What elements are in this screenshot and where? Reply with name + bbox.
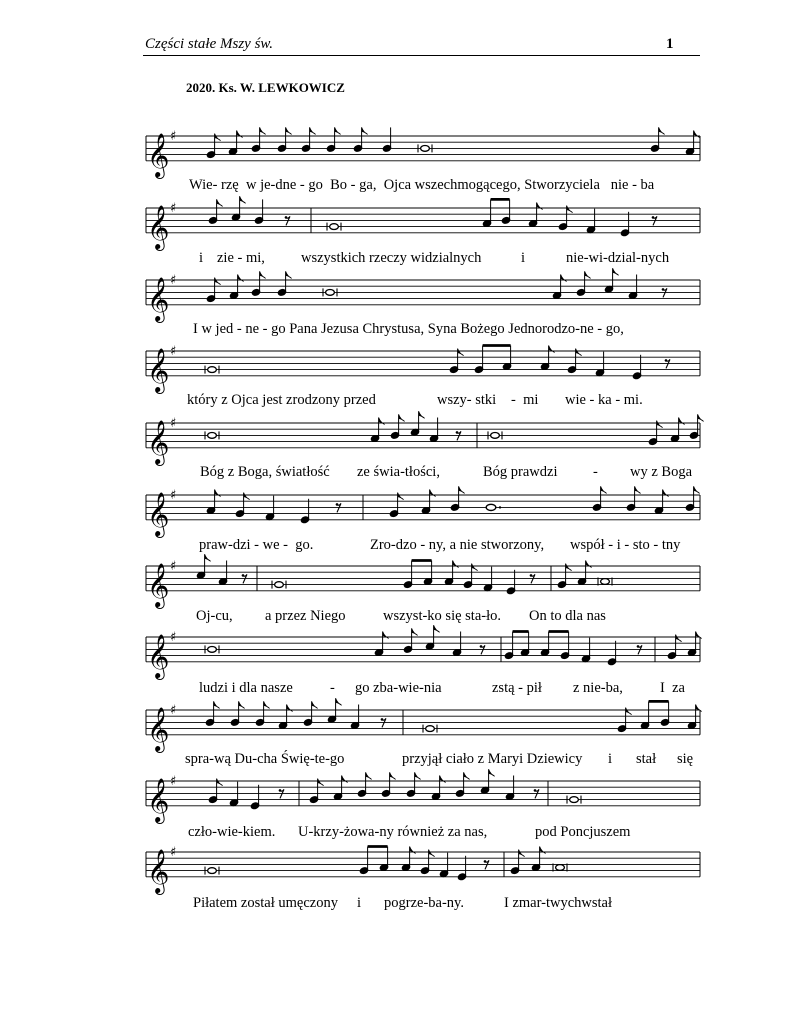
note-flag: [238, 275, 244, 282]
sharp-key-signature: ♯: [170, 845, 177, 860]
treble-clef-icon: 𝄞: [147, 491, 170, 536]
lyric-line: ludzi i dla nasze: [199, 680, 293, 696]
note-flag: [412, 628, 418, 635]
treble-clef-icon: 𝄞: [147, 706, 170, 751]
lyric-line: I w jed - ne - go Pana Jezusa Chrystusa, Syna Bożego Jednorodzo-ne - go,: [193, 321, 624, 337]
treble-clef-icon: 𝄞: [147, 848, 170, 893]
lyric-line: który z Ojca jest zrodzony przed: [187, 392, 376, 408]
note-flag: [601, 486, 607, 493]
eighth-rest: [285, 216, 288, 219]
sharp-key-signature: ♯: [170, 630, 177, 645]
lyric-line: wszystkich rzeczy widzialnych: [301, 250, 482, 266]
note-flag: [205, 554, 211, 561]
lyric-line: Wie- rzę w je-dne - go Bo - ga, Ojca wszechmogącego, Stworzyciela nie - ba: [189, 177, 655, 193]
note-flag: [366, 772, 372, 779]
breve-note: [601, 579, 610, 585]
eighth-rest: [637, 645, 640, 648]
note-flag: [429, 850, 435, 857]
note-flag: [379, 418, 385, 425]
note-flag: [286, 271, 292, 278]
note-flag: [566, 564, 572, 571]
treble-clef-icon: 𝄞: [147, 276, 170, 321]
eighth-rest: [279, 789, 282, 792]
note-flag: [519, 850, 525, 857]
breve-note: [208, 367, 217, 373]
lyric-line: stał: [636, 751, 657, 767]
note-flag: [698, 414, 704, 421]
eighth-rest: [456, 431, 459, 434]
lyric-line: przyjął ciało z Maryi Dziewicy: [402, 751, 583, 767]
lyric-line: i: [521, 250, 526, 266]
lyric-line: ze świa-tłości,: [357, 464, 440, 480]
eighth-rest: [534, 789, 537, 792]
note-flag: [336, 698, 342, 705]
note-flag: [459, 486, 465, 493]
eighth-rest: [242, 574, 245, 577]
breve-note: [491, 433, 500, 439]
lyric-line: zstą - pił: [492, 680, 542, 696]
lyric-line: Piłatem został umęczony: [193, 895, 338, 911]
sharp-key-signature: ♯: [170, 344, 177, 359]
lyric-line: - mi: [511, 392, 539, 408]
note-flag: [286, 127, 292, 134]
lyric-line: On to dla nas: [529, 608, 606, 624]
lyric-line: Oj-cu,: [196, 608, 233, 624]
lyric-line: czło-wie-kiem.: [188, 824, 276, 840]
note-flag: [398, 493, 404, 500]
piece-heading: 2020. Ks. W. LEWKOWICZ: [186, 80, 345, 95]
lyric-line: Bóg z Boga, światłość: [200, 464, 330, 480]
note-flag: [663, 490, 669, 497]
note-flag: [549, 346, 555, 353]
running-header-title: Części stałe Mszy św.: [145, 36, 274, 52]
breve-note: [330, 224, 339, 230]
note-flag: [576, 349, 582, 356]
note-flag: [240, 196, 246, 203]
lyric-line: i: [608, 751, 613, 767]
note-flag: [260, 271, 266, 278]
lyric-line: się: [677, 751, 694, 767]
sharp-key-signature: ♯: [170, 488, 177, 503]
breve-note: [421, 146, 430, 152]
note-flag: [215, 278, 221, 285]
lyric-line: Bóg prawdzi: [483, 464, 558, 480]
lyric-line: Zro-dzo - ny, a nie stworzony,: [370, 537, 545, 553]
eighth-rest: [665, 359, 668, 362]
note-flag: [312, 701, 318, 708]
lyric-line: wszyst-ko się sta-ło.: [383, 608, 501, 624]
lyric-line: wie - ka - mi.: [565, 392, 643, 408]
lyric-line: -: [593, 464, 598, 480]
eighth-rest: [652, 216, 655, 219]
note-flag: [489, 769, 495, 776]
eighth-rest: [381, 718, 384, 721]
whole-note: [486, 504, 496, 510]
lyric-line: wy z Boga: [630, 464, 693, 480]
note-flag: [585, 271, 591, 278]
page-number: 1: [666, 36, 674, 52]
note-flag: [567, 206, 573, 213]
note-flag: [679, 418, 685, 425]
lyric-line: a przez Niego: [265, 608, 346, 624]
sharp-key-signature: ♯: [170, 201, 177, 216]
breve-note: [426, 726, 435, 732]
sharp-key-signature: ♯: [170, 774, 177, 789]
breve-note: [208, 868, 217, 874]
note-flag: [626, 708, 632, 715]
lyric-line: i: [199, 250, 204, 266]
note-flag: [419, 411, 425, 418]
note-flag: [613, 268, 619, 275]
breve-note: [570, 797, 579, 803]
sharp-key-signature: ♯: [170, 129, 177, 144]
lyric-line: praw-dzi - we - go.: [199, 537, 314, 553]
note-flag: [215, 490, 221, 497]
breve-note: [556, 865, 565, 871]
lyric-line: I za: [660, 680, 685, 696]
note-flag: [464, 772, 470, 779]
note-flag: [458, 349, 464, 356]
treble-clef-icon: 𝄞: [147, 633, 170, 678]
note-flag: [676, 635, 682, 642]
note-flag: [659, 127, 665, 134]
note-flag: [657, 421, 663, 428]
treble-clef-icon: 𝄞: [147, 204, 170, 249]
sharp-key-signature: ♯: [170, 273, 177, 288]
breve-note: [208, 647, 217, 653]
note-flag: [260, 127, 266, 134]
treble-clef-icon: 𝄞: [147, 347, 170, 392]
lyric-line: U-krzy-żowa-ny również za nas,: [298, 824, 488, 840]
note-flag: [244, 493, 250, 500]
lyric-line: -: [330, 680, 335, 696]
sharp-key-signature: ♯: [170, 703, 177, 718]
note-flag: [694, 486, 700, 493]
note-flag: [239, 701, 245, 708]
lyric-line: spra-wą Du-cha Świę-te-go: [185, 751, 345, 767]
lyric-line: współ - i - sto - tny: [570, 537, 681, 553]
sharp-key-signature: ♯: [170, 416, 177, 431]
eighth-rest: [484, 860, 487, 863]
lyric-line: z nie-ba,: [573, 680, 623, 696]
note-flag: [390, 772, 396, 779]
lyric-line: pogrze-ba-ny.: [384, 895, 464, 911]
breve-note: [326, 290, 335, 296]
note-flag: [335, 127, 341, 134]
note-flag: [215, 134, 221, 141]
note-flag: [415, 772, 421, 779]
lyric-line: pod Poncjuszem: [535, 824, 631, 840]
note-flag: [434, 625, 440, 632]
note-flag: [399, 414, 405, 421]
note-flag: [214, 701, 220, 708]
note-flag: [362, 127, 368, 134]
eighth-rest: [336, 503, 339, 506]
note-flag: [635, 486, 641, 493]
note-dot: [499, 506, 501, 508]
lyric-line: zie - mi,: [217, 250, 265, 266]
note-flag: [217, 779, 223, 786]
note-flag: [318, 779, 324, 786]
lyric-line: I zmar-twychwstał: [504, 895, 613, 911]
eighth-rest: [662, 288, 665, 291]
sharp-key-signature: ♯: [170, 559, 177, 574]
note-flag: [430, 490, 436, 497]
treble-clef-icon: 𝄞: [147, 132, 170, 177]
treble-clef-icon: 𝄞: [147, 562, 170, 607]
eighth-rest: [530, 574, 533, 577]
treble-clef-icon: 𝄞: [147, 777, 170, 822]
breve-note: [275, 582, 284, 588]
lyric-line: nie-wi-dzial-nych: [566, 250, 670, 266]
note-flag: [561, 275, 567, 282]
treble-clef-icon: 𝄞: [147, 419, 170, 464]
breve-note: [208, 433, 217, 439]
lyric-line: wszy- stki: [437, 392, 497, 408]
note-flag: [264, 701, 270, 708]
note-flag: [310, 127, 316, 134]
lyric-line: go zba-wie-nia: [355, 680, 442, 696]
note-flag: [217, 199, 223, 206]
lyric-line: i: [357, 895, 362, 911]
eighth-rest: [480, 645, 483, 648]
note-flag: [472, 564, 478, 571]
